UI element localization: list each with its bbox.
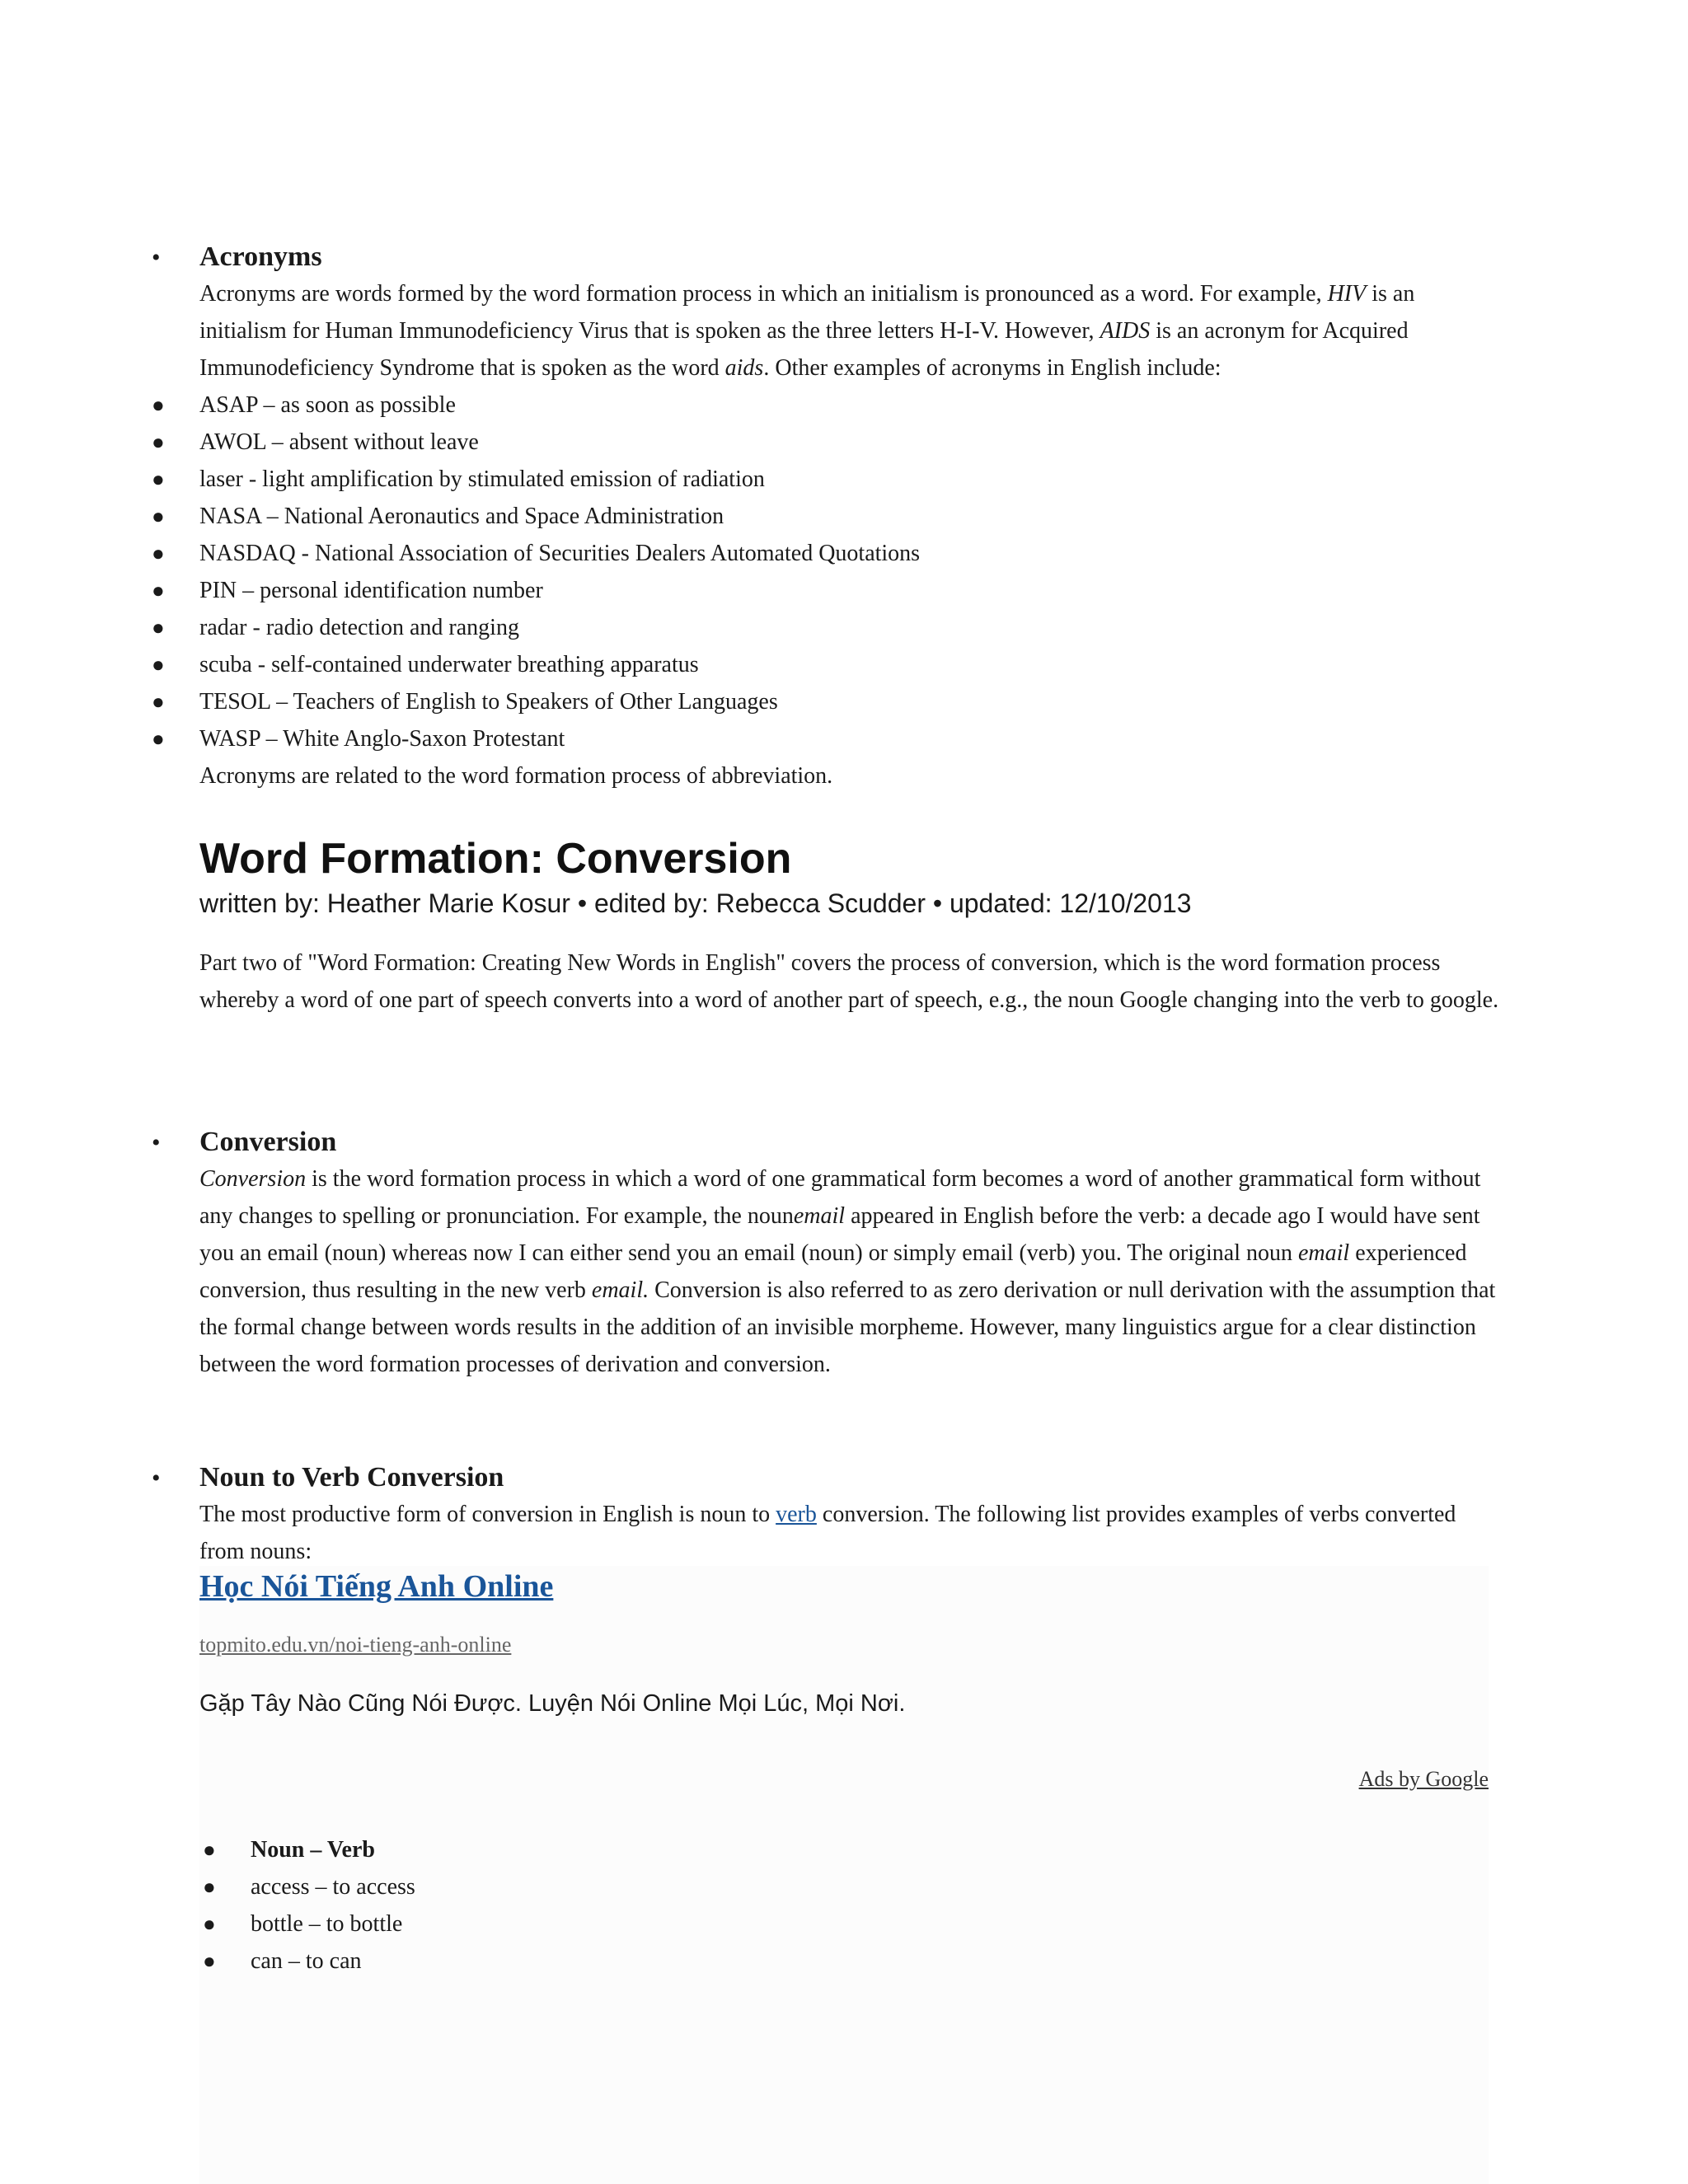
- ad-block: [199, 1566, 1489, 1791]
- list-item: ● access – to access: [199, 1868, 1502, 1905]
- bullet-icon: ●: [152, 504, 165, 528]
- examples-list: [199, 1831, 1502, 1980]
- list-item: ● can – to can: [199, 1943, 1502, 1980]
- list-item: ● AWOL – absent without leave: [148, 424, 1502, 461]
- article-title: Word Formation: Conversion: [199, 835, 792, 883]
- verb-link[interactable]: verb: [776, 1502, 817, 1527]
- bullet-icon: ●: [152, 727, 165, 751]
- list-item: ● NASDAQ - National Association of Securities Dealers Automated Quotations: [148, 535, 1502, 572]
- noun-to-verb-heading: Noun to Verb Conversion: [199, 1462, 504, 1493]
- bullet-icon: ●: [152, 393, 165, 417]
- bullet-icon: ●: [152, 579, 165, 602]
- article-byline: written by: Heather Marie Kosur • edited by: Rebecca Scudder • updated: 12/10/2013: [199, 888, 1192, 918]
- acronyms-paragraph: Acronyms are words formed by the word formation process in which an initialism is pronounced as a word. For example, HIV is an initialism for Human Immunodeficiency Virus that is spoken as the three letters H-I-V. However, AIDS is an acronym for Acquired Immunodeficiency Syndrome that is spoken as the word aids. Other examples of acronyms in English include:: [199, 281, 1415, 381]
- acronyms-heading: Acronyms: [199, 241, 322, 272]
- bullet-icon: ●: [152, 616, 165, 640]
- list-item: ● PIN – personal identification number: [148, 572, 1502, 609]
- list-item: ● NASA – National Aeronautics and Space Administration: [148, 498, 1502, 535]
- conversion-section: [199, 1124, 1502, 1383]
- ad-description: Gặp Tây Nào Cũng Nói Được. Luyện Nói Online Mọi Lúc, Mọi Nơi.: [199, 1690, 906, 1717]
- bullet-icon: ●: [203, 1949, 216, 1973]
- ads-by-google-link[interactable]: Ads by Google: [1358, 1767, 1489, 1791]
- acronyms-list: [148, 387, 1502, 757]
- list-item: ● TESOL – Teachers of English to Speakers of Other Languages: [148, 683, 1502, 720]
- acronyms-section: [152, 239, 1502, 794]
- list-item: ● bottle – to bottle: [199, 1905, 1502, 1943]
- bullet-icon: ●: [203, 1838, 216, 1862]
- list-item: ● ASAP – as soon as possible: [148, 387, 1502, 424]
- section-bullet: •: [152, 1129, 161, 1156]
- ad-title-link[interactable]: Học Nói Tiếng Anh Online: [199, 1569, 554, 1604]
- bullet-icon: ●: [152, 467, 165, 491]
- conversion-paragraph: Conversion is the word formation process in which a word of one grammatical form becomes a word of another grammatical form without any changes to spelling or pronunciation. For example, the nounemail appeared in English before the verb: a decade ago I would have sent you an email (noun) whereas now I can either send you an email (noun) or simply email (verb) you. The original noun email experienced conversion, thus resulting in the new verb email. Conversion is also referred to as zero derivation or null derivation with the assumption that the formal change between words results in the addition of an invisible morpheme. However, many linguistics argue for a clear distinction between the word formation processes of derivation and conversion.: [199, 1166, 1496, 1377]
- section-bullet: •: [152, 1465, 161, 1492]
- noun-to-verb-paragraph: The most productive form of conversion in English is noun to verb conversion. The following list provides examples of verbs converted from nouns:: [199, 1502, 1456, 1564]
- article-intro: Part two of "Word Formation: Creating New Words in English" covers the process of conversion, which is the word formation process whereby a word of one part of speech converts into a word of another part of speech, e.g., the noun Google changing into the verb to google.: [199, 950, 1499, 1013]
- list-item: ● laser - light amplification by stimulated emission of radiation: [148, 461, 1502, 498]
- bullet-icon: ●: [152, 690, 165, 714]
- list-item: ● radar - radio detection and ranging: [148, 609, 1502, 646]
- section-bullet: •: [152, 244, 161, 271]
- article-header: [199, 832, 1502, 1019]
- examples-section: [199, 1831, 1502, 1980]
- conversion-heading: Conversion: [199, 1127, 337, 1157]
- list-item: ● scuba - self-contained underwater breathing apparatus: [148, 646, 1502, 683]
- ad-url-link[interactable]: topmito.edu.vn/noi-tieng-anh-online: [199, 1633, 512, 1657]
- noun-to-verb-section: [199, 1460, 1502, 1570]
- list-item: ● Noun – Verb: [199, 1831, 1502, 1868]
- acronyms-closing: Acronyms are related to the word formation process of abbreviation.: [199, 763, 833, 789]
- list-item: ● WASP – White Anglo-Saxon Protestant: [148, 720, 1502, 757]
- bullet-icon: ●: [152, 430, 165, 454]
- bullet-icon: ●: [203, 1912, 216, 1936]
- bullet-icon: ●: [152, 653, 165, 677]
- bullet-icon: ●: [203, 1875, 216, 1899]
- bullet-icon: ●: [152, 541, 165, 565]
